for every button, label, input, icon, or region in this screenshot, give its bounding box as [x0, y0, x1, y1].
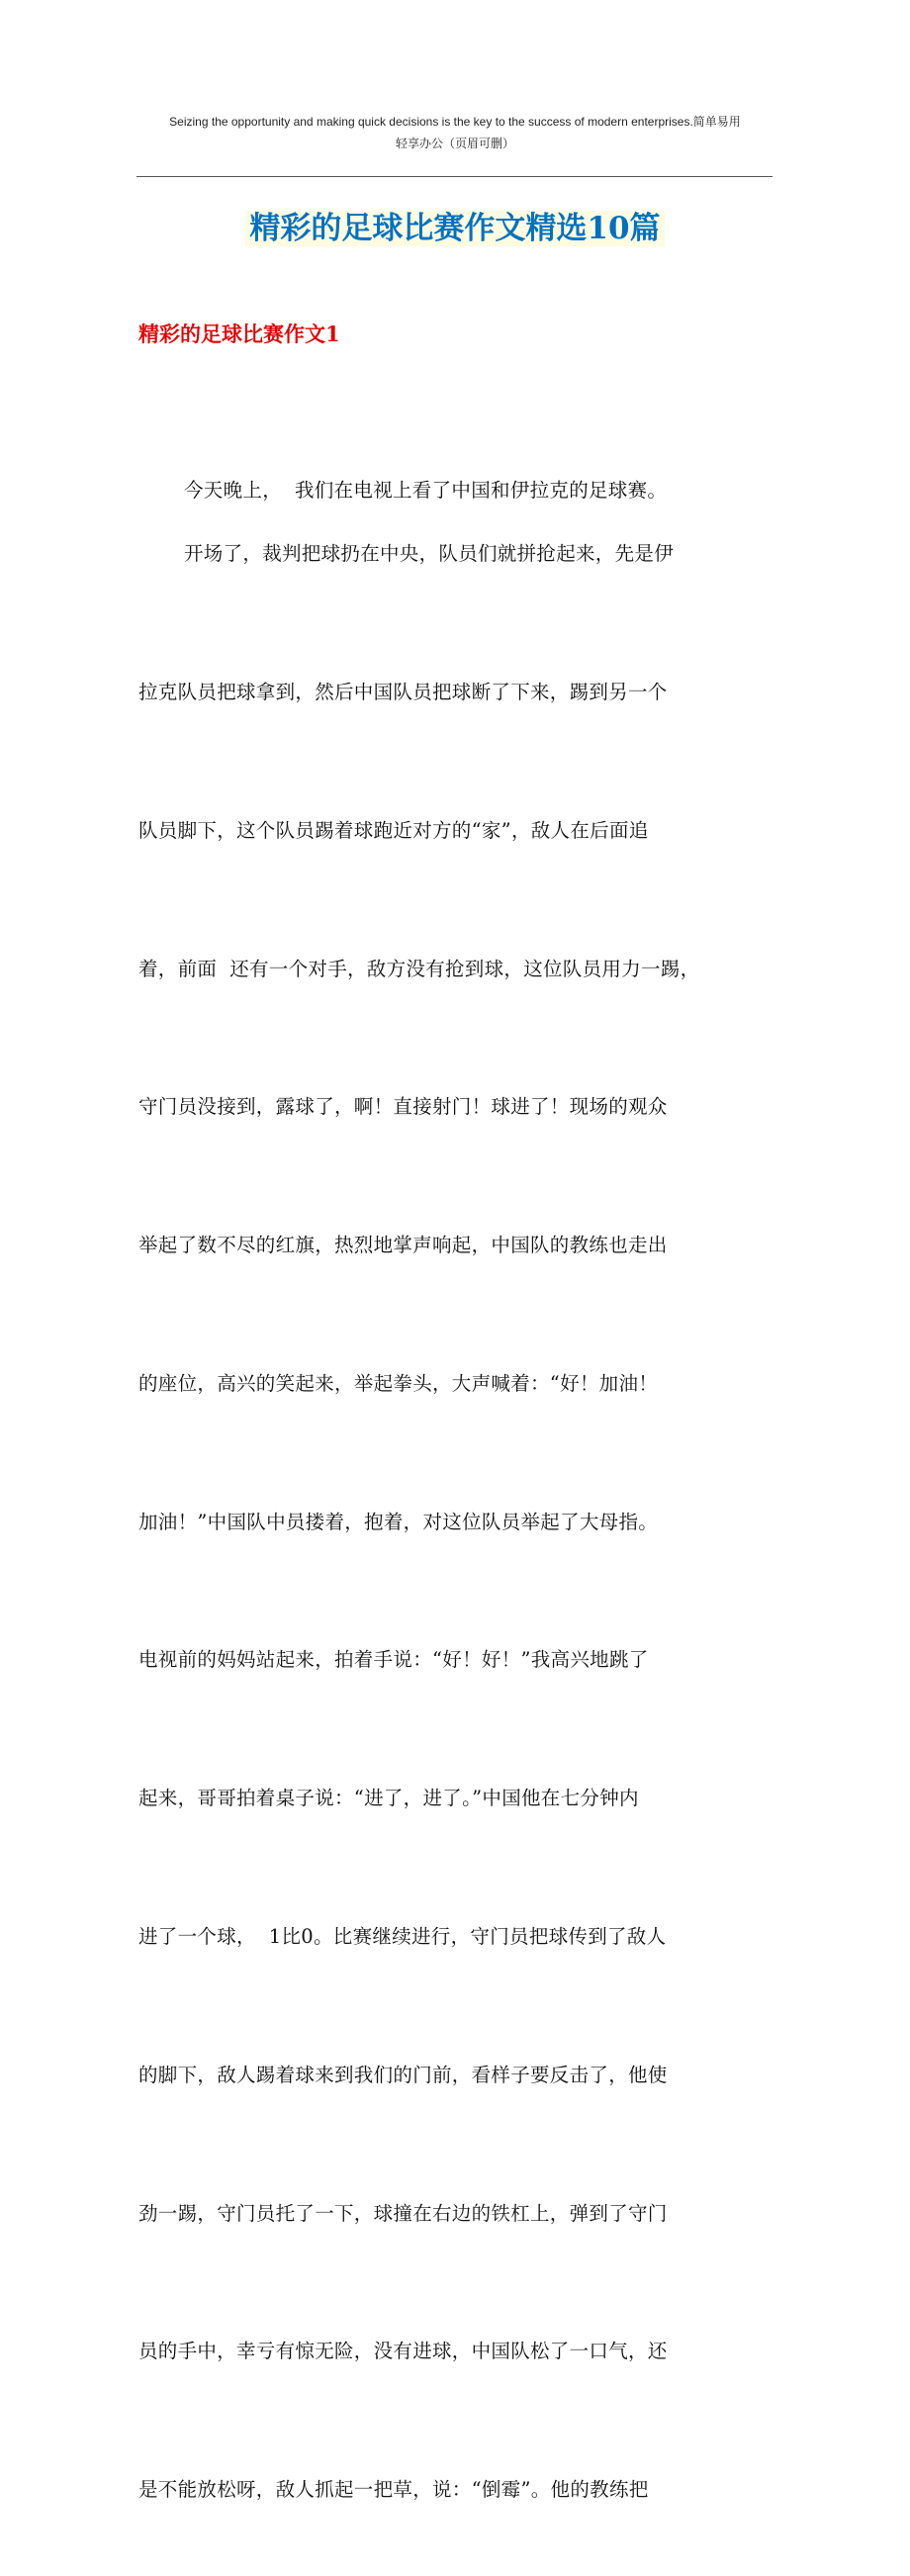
paragraph-line: 今天晚上， 我们在电视上看了中国和伊拉克的足球赛。: [184, 479, 668, 503]
paragraph-line: 电视前的妈妈站起来，拍着手说：“好！好！”我高兴地跳了: [138, 1648, 649, 1672]
header-divider: [136, 176, 773, 177]
paragraph-line: 着，前面 还有一个对手，敌方没有抢到球，这位队员用力一踢，: [138, 957, 700, 980]
header-chinese-text: 简单易用: [692, 115, 741, 129]
paragraph-line: 起来，哥哥拍着桌子说：“进了，进了。”中国他在七分钟内: [138, 1787, 639, 1810]
paragraph-line: 是不能放松呀，敌人抓起一把草，说：“倒霉”。他的教练把: [138, 2478, 649, 2502]
paragraph-line: 劲一踢，守门员托了一下，球撞在右边的铁杠上，弹到了守门: [138, 2201, 668, 2225]
paragraph-line: 员的手中，幸亏有惊无险，没有进球，中国队松了一口气，还: [138, 2340, 668, 2363]
paragraph-line: 开场了，裁判把球扔在中央，队员们就拼抢起来，先是伊: [184, 542, 675, 566]
paragraph-line: 进了一个球， 1比0。比赛继续进行，守门员把球传到了敌人: [138, 1925, 667, 1948]
paragraph-line: 守门员没接到，露球了，啊！直接射门！球进了！现场的观众: [138, 1095, 668, 1119]
page-header: [138, 111, 772, 154]
paragraph-line: 加油！”中国队中员搂着，抱着，对这位队员举起了大母指。: [138, 1510, 659, 1533]
paragraph-line: 举起了数不尽的红旗，热烈地掌声响起，中国队的教练也走出: [138, 1234, 668, 1257]
paragraph-line: 拉克队员把球拿到，然后中国队员把球断了下来，踢到另一个: [138, 680, 668, 703]
document-title-text: 精彩的足球比赛作文精选10篇: [245, 211, 664, 246]
paragraph-2: [138, 439, 781, 2576]
header-english-text: Seizing the opportunity and making quick decisions is the key to the success of modern enterprises.: [169, 115, 693, 129]
paragraph-line: 队员脚下，这个队员踢着球跑近对方的“家”，敌人在后面追: [138, 818, 649, 842]
document-title: [0, 206, 910, 251]
paragraph-line: 的脚下，敌人踢着球来到我们的门前，看样子要反击了，他使: [138, 2063, 668, 2086]
paragraph-line: 的座位，高兴的笑起来，举起拳头，大声喊着：“好！加油！: [138, 1371, 659, 1395]
header-line-2: 轻享办公（页眉可删）: [395, 137, 514, 150]
section-heading: 精彩的足球比赛作文1: [138, 322, 340, 346]
header-line-1: [138, 111, 772, 133]
